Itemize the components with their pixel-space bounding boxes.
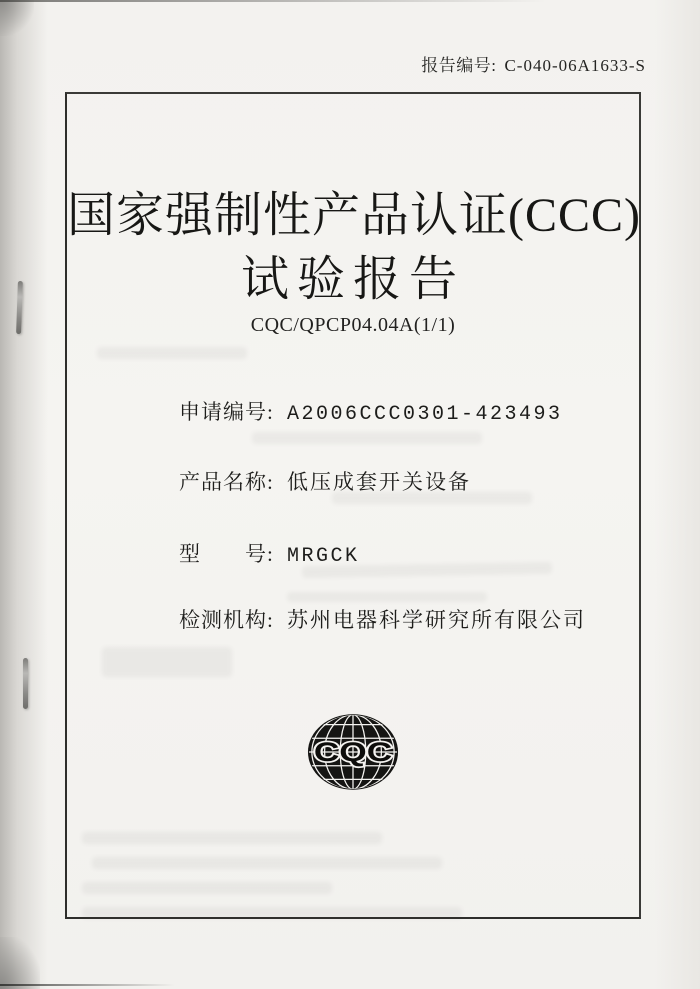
document-title-line1: 国家强制性产品认证(CCC) [67, 189, 642, 242]
document-title-line2: 试验报告 [240, 253, 465, 306]
field-testing-institution-value: 苏州电器科学研究所有限公司 [287, 608, 586, 632]
scan-right-edge-shadow [654, 0, 700, 989]
scan-top-left-shadow [0, 0, 34, 36]
scan-smudge [82, 882, 332, 894]
scan-smudge [82, 907, 462, 919]
scan-smudge [92, 857, 442, 869]
document-code: CQC/QPCP04.04A(1/1) [250, 314, 456, 336]
field-application-number-value: A2006CCC0301-423493 [287, 403, 563, 426]
title-block [67, 182, 642, 337]
staple-bottom [23, 658, 28, 709]
cqc-logo [306, 712, 400, 792]
scan-smudge [102, 647, 232, 677]
field-testing-institution-label: 检测机构: [179, 608, 274, 632]
field-application-number [179, 396, 563, 426]
document-border-frame [65, 92, 641, 919]
scan-smudge [287, 592, 487, 602]
field-application-number-label: 申请编号: [179, 400, 274, 424]
field-model [179, 538, 360, 568]
field-product-name-value: 低压成套开关设备 [287, 470, 471, 494]
scan-top-edge-line [0, 0, 546, 2]
field-model-value: MRGCK [287, 545, 360, 568]
cqc-logo-text: CQC [313, 736, 393, 767]
report-number-label: 报告编号: [421, 56, 497, 75]
report-number-value: C-040-06A1633-S [504, 56, 646, 75]
scan-bottom-left-shadow [0, 937, 40, 989]
field-model-label: 型 号: [179, 542, 274, 566]
field-product-name-label: 产品名称: [179, 470, 274, 494]
field-testing-institution [179, 604, 586, 634]
scan-bottom-edge-line [0, 984, 175, 986]
scan-left-edge-shadow [0, 0, 48, 989]
cqc-globe-icon [306, 712, 400, 792]
field-product-name [179, 466, 471, 496]
scan-smudge [97, 347, 247, 359]
scan-smudge [82, 832, 382, 844]
scan-smudge [252, 432, 482, 444]
report-number-line [421, 51, 646, 76]
